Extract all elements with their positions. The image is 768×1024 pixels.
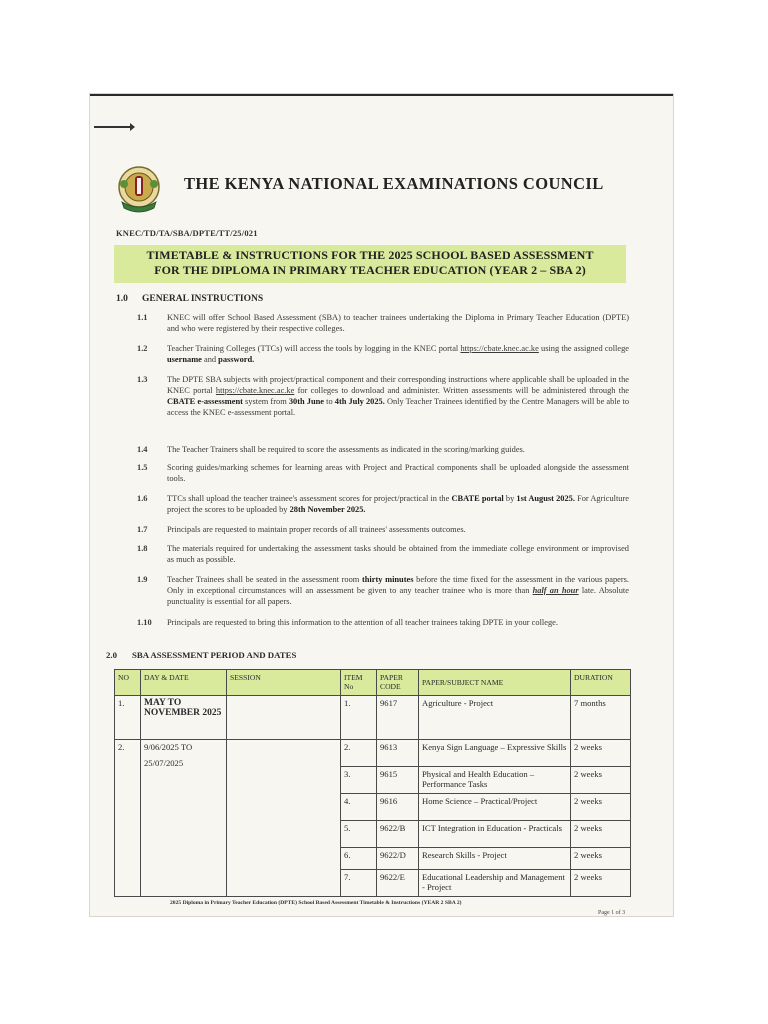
col-header-name: PAPER/SUBJECT NAME (419, 670, 571, 696)
col-header-item: ITEM No (341, 670, 377, 696)
reference-number: KNEC/TD/TA/SBA/DPTE/TT/25/021 (116, 228, 258, 238)
col-header-duration: DURATION (571, 670, 631, 696)
arrow-mark-icon (94, 126, 132, 128)
col-header-session: SESSION (227, 670, 341, 696)
document-title-banner (114, 245, 626, 283)
page-number: Page 1 of 3 (598, 910, 626, 916)
table-row: 3. 9615 Physical and Health Education – Performance Tasks 2 weeks (115, 767, 631, 794)
sba-timetable (114, 669, 631, 897)
instruction-1-7: 1.7 Principals are requested to maintain proper records of all trainees' assessments outcomes. (137, 525, 466, 534)
document-page (90, 94, 673, 916)
title-line-2: FOR THE DIPLOMA IN PRIMARY TEACHER EDUCATION (YEAR 2 – SBA 2) (154, 263, 586, 277)
col-header-code: PAPER CODE (377, 670, 419, 696)
knec-portal-link[interactable]: https://cbate.knec.ac.ke (460, 344, 539, 353)
instruction-1-6: 1.6 TTCs shall upload the teacher trainee's assessment scores for project/practical in the CBATE portal by 1st August 2025. For Agriculture project the scores to be uploaded by 28th November 2025. (137, 494, 629, 514)
title-line-1: TIMETABLE & INSTRUCTIONS FOR THE 2025 SCHOOL BASED ASSESSMENT (146, 248, 594, 262)
instruction-1-4: 1.4 The Teacher Trainers shall be required to score the assessments as indicated in the scoring/marking guides. (137, 445, 525, 454)
table-header-row (115, 670, 631, 696)
knec-coat-of-arms-icon (114, 162, 164, 216)
table-row: 5. 9622/B ICT Integration in Education - Practicals 2 weeks (115, 821, 631, 848)
instruction-1-8: 1.8 The materials required for undertaking the assessment tasks should be obtained from the immediate college environment or improvised as much as possible. (137, 544, 629, 564)
section-1-heading (116, 294, 263, 304)
instruction-1-9: 1.9 Teacher Trainees shall be seated in the assessment room thirty minutes before the time fixed for the assessment in the various papers. Only in exceptional circumstances will an assessment be given to any teacher trainee who is more than half an hour late. Absolute punctuality is essential for all papers. (137, 575, 629, 606)
instruction-1-10: 1.10 Principals are requested to bring this information to the attention of all teacher trainees taking DPTE in your college. (137, 618, 558, 627)
col-header-date: DAY & DATE (141, 670, 227, 696)
section-1-number: 1.0 (116, 294, 128, 304)
table-row: 4. 9616 Home Science – Practical/Project 2 weeks (115, 794, 631, 821)
knec-portal-link-2[interactable]: https://cbate.knec.ac.ke (215, 386, 295, 395)
instruction-1-1: 1.1 KNEC will offer School Based Assessment (SBA) to teacher trainees undertaking the Diploma in Primary Teacher Education (DPTE) and who were registered by their respective colleges. (137, 313, 629, 333)
section-1-title: GENERAL INSTRUCTIONS (142, 294, 264, 304)
table-row: 1. MAY TO NOVEMBER 2025 1. 9617 Agriculture - Project 7 months (115, 696, 631, 740)
table-row: 7. 9622/E Educational Leadership and Management - Project 2 weeks (115, 870, 631, 897)
instruction-1-5: 1.5 Scoring guides/marking schemes for learning areas with Project and Practical components shall be uploaded alongside the assessment tools. (137, 463, 629, 483)
section-2-number: 2.0 (106, 650, 117, 660)
page-footer: 2025 Diploma in Primary Teacher Education (DPTE) School Based Assessment Timetable & Instructions (YEAR 2 SBA 2) (170, 900, 462, 906)
council-name: THE KENYA NATIONAL EXAMINATIONS COUNCIL (184, 174, 604, 193)
table-row: 6. 9622/D Research Skills - Project 2 weeks (115, 848, 631, 870)
table-row: 2. 9/06/2025 TO 25/07/2025 2. 9613 Kenya Sign Language – Expressive Skills 2 weeks (115, 740, 631, 767)
section-2-heading (106, 650, 296, 660)
instruction-1-3: 1.3 The DPTE SBA subjects with project/practical component and their corresponding instructions where applicable shall be uploaded in the KNEC portal https://cbate.knec.ac.ke for colleges to download and administer. Written assessments will be administered through the CBATE e-assessment system from 30th June to 4th July 2025. Only Teacher Trainees identified by the Centre Managers will be able to access the KNEC e-assessment portal. (137, 375, 630, 417)
instruction-1-2: 1.2 Teacher Training Colleges (TTCs) will access the tools by logging in the KNEC portal https://cbate.knec.ac.ke using the assigned college username and password. (137, 344, 630, 364)
section-2-title: SBA ASSESSMENT PERIOD AND DATES (132, 650, 297, 660)
col-header-no: NO (115, 670, 141, 696)
